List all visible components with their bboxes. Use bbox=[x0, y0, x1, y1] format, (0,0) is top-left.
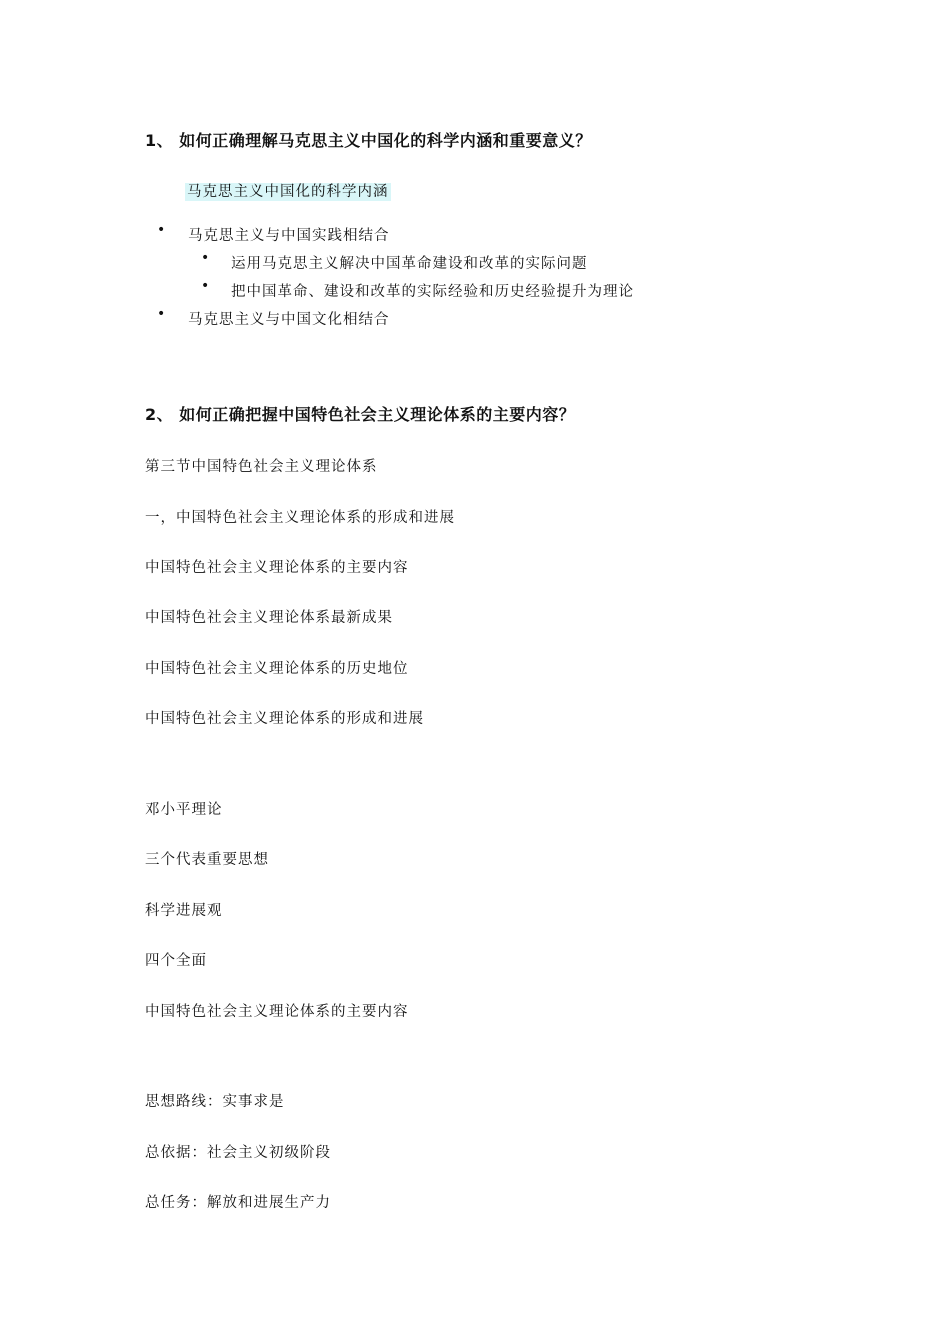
paragraph: 中国特色社会主义理论体系的主要内容 bbox=[145, 560, 409, 576]
paragraph: 中国特色社会主义理论体系最新成果 bbox=[145, 610, 393, 626]
paragraph: 思想路线：实事求是 bbox=[145, 1094, 285, 1110]
list-item: 马克思主义与中国文化相结合 bbox=[188, 312, 390, 328]
paragraph: 总依据：社会主义初级阶段 bbox=[145, 1145, 331, 1161]
list-item: 马克思主义与中国实践相结合 bbox=[188, 228, 390, 244]
sub-list-item: 运用马克思主义解决中国革命建设和改革的实际问题 bbox=[231, 256, 588, 272]
bullet-icon: • bbox=[157, 306, 166, 322]
paragraph: 中国特色社会主义理论体系的主要内容 bbox=[145, 1004, 409, 1020]
sub-list-item: 把中国革命、建设和改革的实际经验和历史经验提升为理论 bbox=[231, 284, 634, 300]
paragraph: 科学进展观 bbox=[145, 903, 223, 919]
paragraph: 四个全面 bbox=[145, 953, 207, 969]
paragraph: 中国特色社会主义理论体系的历史地位 bbox=[145, 661, 409, 677]
section1-heading: 1、 如何正确理解马克思主义中国化的科学内涵和重要意义？ bbox=[145, 131, 592, 150]
bullet-icon: • bbox=[157, 222, 166, 238]
highlighted-subtitle bbox=[185, 180, 391, 201]
paragraph: 一，中国特色社会主义理论体系的形成和进展 bbox=[145, 510, 455, 526]
paragraph: 第三节中国特色社会主义理论体系 bbox=[145, 459, 378, 475]
bullet-icon: • bbox=[201, 278, 210, 294]
paragraph: 总任务：解放和进展生产力 bbox=[145, 1195, 331, 1211]
paragraph: 中国特色社会主义理论体系的形成和进展 bbox=[145, 711, 424, 727]
paragraph: 邓小平理论 bbox=[145, 802, 223, 818]
bullet-icon: • bbox=[201, 250, 210, 266]
section2-heading: 2、 如何正确把握中国特色社会主义理论体系的主要内容？ bbox=[145, 405, 576, 424]
paragraph: 三个代表重要思想 bbox=[145, 852, 269, 868]
highlight-text: 马克思主义中国化的科学内涵 bbox=[187, 184, 389, 200]
